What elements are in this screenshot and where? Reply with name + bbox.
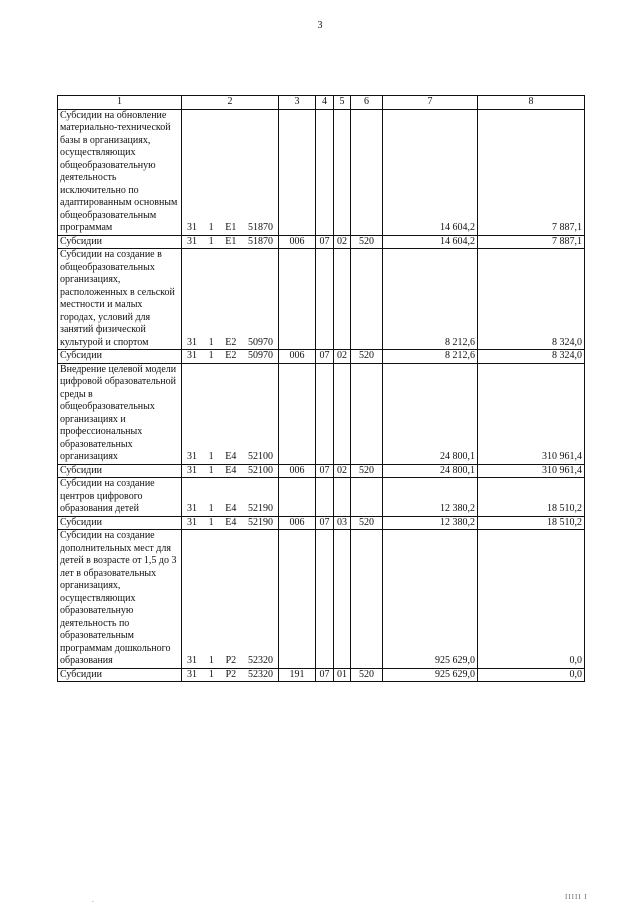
row-col7: 24 800,1 <box>383 363 478 464</box>
header-col-1: 1 <box>58 96 182 110</box>
row-col8: 18 510,2 <box>478 478 585 517</box>
code-part-c1: 31 <box>187 235 197 247</box>
row-col3: 191 <box>279 668 316 682</box>
table-row <box>58 478 585 517</box>
row-col8: 7 887,1 <box>478 235 585 249</box>
code-part-c1: 31 <box>187 464 197 476</box>
row-col8: 7 887,1 <box>478 109 585 235</box>
header-col-4: 4 <box>316 96 334 110</box>
code-parts <box>184 451 276 464</box>
row-code <box>182 668 279 682</box>
row-col4: 07 <box>316 350 334 364</box>
row-col5: 02 <box>334 464 351 478</box>
row-name: Субсидии <box>58 464 182 478</box>
row-col5 <box>334 249 351 350</box>
row-col8: 310 961,4 <box>478 363 585 464</box>
row-col4: 07 <box>316 516 334 530</box>
row-col3: 006 <box>279 464 316 478</box>
code-part-c3: E2 <box>225 336 237 348</box>
table-row <box>58 109 585 235</box>
code-part-c4: 51870 <box>247 222 273 233</box>
code-part-c2: 1 <box>208 222 214 233</box>
code-part-c4: 51870 <box>247 235 273 247</box>
row-col5: 02 <box>334 350 351 364</box>
row-col6: 520 <box>351 464 383 478</box>
code-part-c2: 1 <box>208 464 214 476</box>
row-code <box>182 235 279 249</box>
row-col4: 07 <box>316 668 334 682</box>
code-part-c2: 1 <box>208 235 214 247</box>
code-part-c4: 52190 <box>247 516 273 528</box>
row-col6 <box>351 478 383 517</box>
row-col6 <box>351 249 383 350</box>
code-parts <box>184 236 276 249</box>
code-parts <box>184 222 276 235</box>
code-part-c1: 31 <box>187 655 197 666</box>
row-col6 <box>351 363 383 464</box>
row-col5 <box>334 109 351 235</box>
row-code <box>182 478 279 517</box>
row-col5 <box>334 478 351 517</box>
code-part-c1: 31 <box>187 516 197 528</box>
row-col4 <box>316 363 334 464</box>
page-number: 3 <box>317 20 323 31</box>
row-col3: 006 <box>279 516 316 530</box>
table-row <box>58 516 585 530</box>
code-part-c3: E2 <box>225 350 237 361</box>
row-col8: 0,0 <box>478 530 585 669</box>
table-row <box>58 249 585 350</box>
header-col-2: 2 <box>182 96 279 110</box>
row-code <box>182 350 279 364</box>
code-parts <box>184 337 276 350</box>
row-col6 <box>351 109 383 235</box>
code-part-c2: 1 <box>208 668 214 680</box>
row-col5: 01 <box>334 668 351 682</box>
row-name: Субсидии <box>58 350 182 364</box>
row-code <box>182 363 279 464</box>
row-col7: 925 629,0 <box>383 668 478 682</box>
row-col4: 07 <box>316 464 334 478</box>
code-part-c3: E1 <box>225 222 237 233</box>
code-part-c2: 1 <box>208 336 214 348</box>
row-code <box>182 109 279 235</box>
row-col8: 310 961,4 <box>478 464 585 478</box>
table-body <box>58 109 585 682</box>
table-header-row <box>58 96 585 110</box>
row-col7: 14 604,2 <box>383 109 478 235</box>
row-col7: 24 800,1 <box>383 464 478 478</box>
code-part-c1: 31 <box>187 350 197 361</box>
code-part-c3: E1 <box>225 235 237 247</box>
code-part-c3: E4 <box>225 451 237 462</box>
budget-table <box>57 95 585 682</box>
code-part-c2: 1 <box>208 350 214 361</box>
row-col3 <box>279 478 316 517</box>
row-col7: 925 629,0 <box>383 530 478 669</box>
code-part-c1: 31 <box>187 336 197 348</box>
row-code <box>182 530 279 669</box>
code-part-c3: E4 <box>225 503 237 514</box>
row-name: Субсидии на создание центров цифрового образования детей <box>58 478 182 517</box>
code-part-c3: E4 <box>225 516 237 528</box>
code-parts <box>184 669 276 682</box>
table-row <box>58 235 585 249</box>
footer-mark-right: IIIII I <box>565 893 588 901</box>
row-code <box>182 249 279 350</box>
row-name: Субсидии <box>58 668 182 682</box>
header-col-6: 6 <box>351 96 383 110</box>
code-part-c1: 31 <box>187 222 197 233</box>
code-part-c4: 52320 <box>248 655 273 666</box>
row-name: Субсидии на создание дополнительных мест для детей в возрасте от 1,5 до 3 лет в образовательных организациях, осуществляющих образовательную деятельность по образовательным программам дошкольного образования <box>58 530 182 669</box>
code-part-c4: 52100 <box>247 464 273 476</box>
header-col-3: 3 <box>279 96 316 110</box>
row-col8: 8 324,0 <box>478 249 585 350</box>
row-name: Субсидии на обновление материально-технической базы в организациях, осуществляющих общеобразовательную деятельность исключительно по адаптированным основным общеобразовательным программам <box>58 109 182 235</box>
row-col5: 02 <box>334 235 351 249</box>
table-row <box>58 350 585 364</box>
header-col-8: 8 <box>478 96 585 110</box>
code-part-c1: 31 <box>187 503 197 514</box>
code-part-c1: 31 <box>187 451 197 462</box>
row-col7: 14 604,2 <box>383 235 478 249</box>
header-col-5: 5 <box>334 96 351 110</box>
code-parts <box>184 655 276 668</box>
row-col8: 0,0 <box>478 668 585 682</box>
row-col3 <box>279 530 316 669</box>
row-col4 <box>316 109 334 235</box>
row-col5 <box>334 530 351 669</box>
footer-mark-left: . <box>92 896 94 904</box>
code-part-c4: 52190 <box>247 503 273 514</box>
row-name: Субсидии <box>58 516 182 530</box>
row-col3: 006 <box>279 350 316 364</box>
row-name: Внедрение целевой модели цифровой образовательной среды в общеобразовательных организациях и профессиональных образовательных организациях <box>58 363 182 464</box>
table-row <box>58 363 585 464</box>
row-col7: 12 380,2 <box>383 516 478 530</box>
row-col3 <box>279 109 316 235</box>
row-col6: 520 <box>351 668 383 682</box>
code-part-c2: 1 <box>208 503 214 514</box>
row-name: Субсидии <box>58 235 182 249</box>
row-col4 <box>316 530 334 669</box>
row-col8: 18 510,2 <box>478 516 585 530</box>
row-col3 <box>279 249 316 350</box>
code-part-c4: 50970 <box>247 350 273 361</box>
table-row <box>58 530 585 669</box>
code-part-c3: E4 <box>225 464 237 476</box>
row-code <box>182 516 279 530</box>
row-col6: 520 <box>351 350 383 364</box>
row-col3 <box>279 363 316 464</box>
code-part-c4: 52320 <box>248 668 273 680</box>
row-col7: 8 212,6 <box>383 249 478 350</box>
code-part-c3: P2 <box>225 655 237 666</box>
row-code <box>182 464 279 478</box>
row-col4 <box>316 478 334 517</box>
row-col7: 8 212,6 <box>383 350 478 364</box>
row-col6: 520 <box>351 235 383 249</box>
code-parts <box>184 465 276 478</box>
row-name: Субсидии на создание в общеобразовательных организациях, расположенных в сельской местности и малых городах, условий для занятий физической культурой и спортом <box>58 249 182 350</box>
code-part-c3: P2 <box>225 668 237 680</box>
row-col6: 520 <box>351 516 383 530</box>
code-parts <box>184 350 276 363</box>
code-parts <box>184 503 276 516</box>
code-part-c2: 1 <box>208 516 214 528</box>
row-col5: 03 <box>334 516 351 530</box>
row-col3: 006 <box>279 235 316 249</box>
table-row <box>58 464 585 478</box>
row-col7: 12 380,2 <box>383 478 478 517</box>
header-col-7: 7 <box>383 96 478 110</box>
row-col4: 07 <box>316 235 334 249</box>
row-col8: 8 324,0 <box>478 350 585 364</box>
row-col6 <box>351 530 383 669</box>
row-col5 <box>334 363 351 464</box>
code-part-c4: 50970 <box>247 336 273 348</box>
code-part-c2: 1 <box>208 451 214 462</box>
table-row <box>58 668 585 682</box>
code-part-c4: 52100 <box>247 451 273 462</box>
code-part-c2: 1 <box>208 655 214 666</box>
code-parts <box>184 517 276 530</box>
row-col4 <box>316 249 334 350</box>
code-part-c1: 31 <box>187 668 197 680</box>
